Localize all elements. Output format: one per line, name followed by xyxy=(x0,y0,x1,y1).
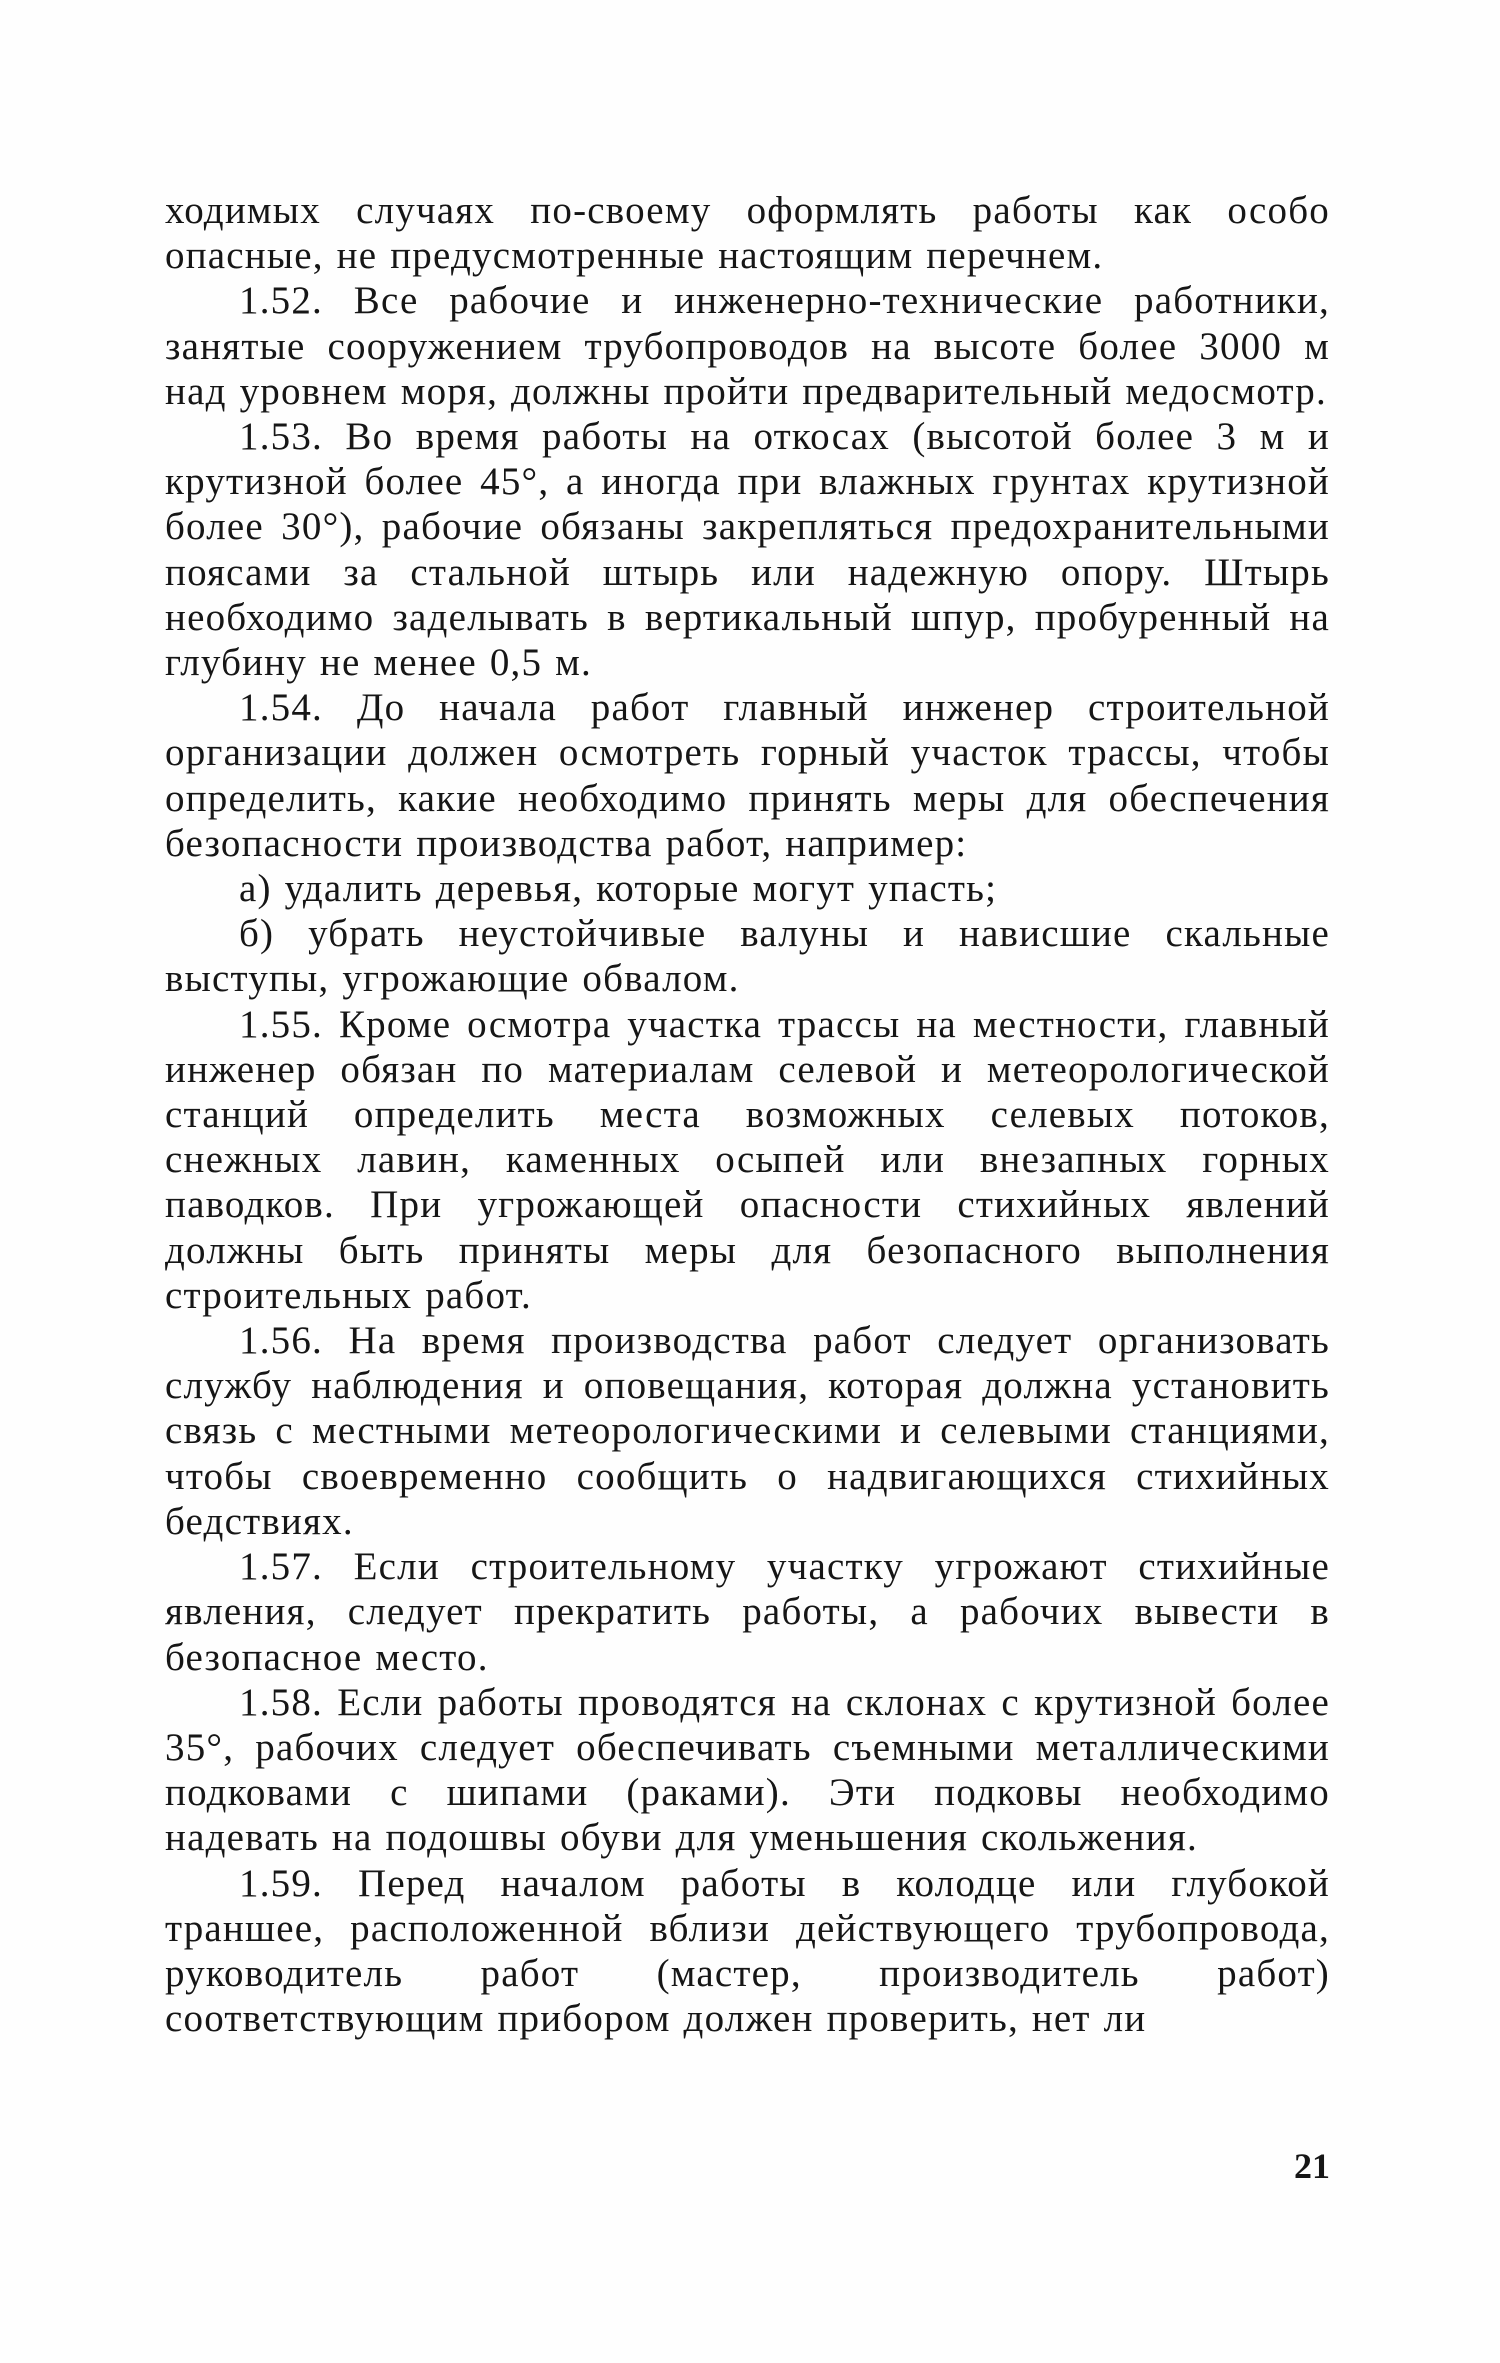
paragraph-1-56: 1.56. На время производства работ следует организовать службу наблюдения и оповещания, которая должна установить связь с местными метеорологическими и селевыми станциями, чтобы своевременно сообщить о надвигающихся стихийных бедствиях. xyxy=(165,1319,1330,1543)
paragraph-1-59: 1.59. Перед началом работы в колодце или глубокой траншее, расположенной вблизи действующего трубопровода, руководитель работ (мастер, производитель работ) соответствующим прибором должен проверить, нет ли xyxy=(165,1861,1330,2041)
list-item-b: б) убрать неустойчивые валуны и нависшие скальные выступы, угрожающие обвалом. xyxy=(165,912,1330,1001)
page-text xyxy=(165,188,1330,2041)
paragraph-continuation: ходимых случаях по-своему оформлять работы как особо опасные, не предусмотренные настоящим перечнем. xyxy=(165,189,1330,278)
paragraph-1-58: 1.58. Если работы проводятся на склонах с крутизной более 35°, рабочих следует обеспечивать съемными металлическими подковами с шипами (раками). Эти подковы необходимо надевать на подошвы обуви для уменьшения скольжения. xyxy=(165,1680,1330,1860)
paragraph-1-57: 1.57. Если строительному участку угрожают стихийные явления, следует прекратить работы, а рабочих вывести в безопасное место. xyxy=(165,1545,1330,1679)
paragraph-1-55: 1.55. Кроме осмотра участка трассы на местности, главный инженер обязан по материалам селевой и метеорологической станций определить места возможных селевых потоков, снежных лавин, каменных осыпей или внезапных горных паводков. При угрожающей опасности стихийных явлений должны быть приняты меры для безопасного выполнения строительных работ. xyxy=(165,1002,1330,1317)
paragraph-1-54: 1.54. До начала работ главный инженер строительной организации должен осмотреть горный участок трассы, чтобы определить, какие необходимо принять меры для обеспечения безопасности производства работ, например: xyxy=(165,686,1330,865)
paragraph-1-52: 1.52. Все рабочие и инженерно-технические работники, занятые сооружением трубопроводов на высоте более 3000 м над уровнем моря, должны пройти предварительный медосмотр. xyxy=(165,279,1330,413)
page-number: 21 xyxy=(1294,2146,1330,2186)
list-item-a: а) удалить деревья, которые могут упасть; xyxy=(239,867,998,911)
paragraph-1-53: 1.53. Во время работы на откосах (высотой более 3 м и крутизной более 45°, а иногда при влажных грунтах крутизной более 30°), рабочие обязаны закрепляться предохранительными поясами за стальной штырь или надежную опору. Штырь необходимо заделывать в вертикальный шпур, пробуренный на глубину не менее 0,5 м. xyxy=(165,415,1330,685)
